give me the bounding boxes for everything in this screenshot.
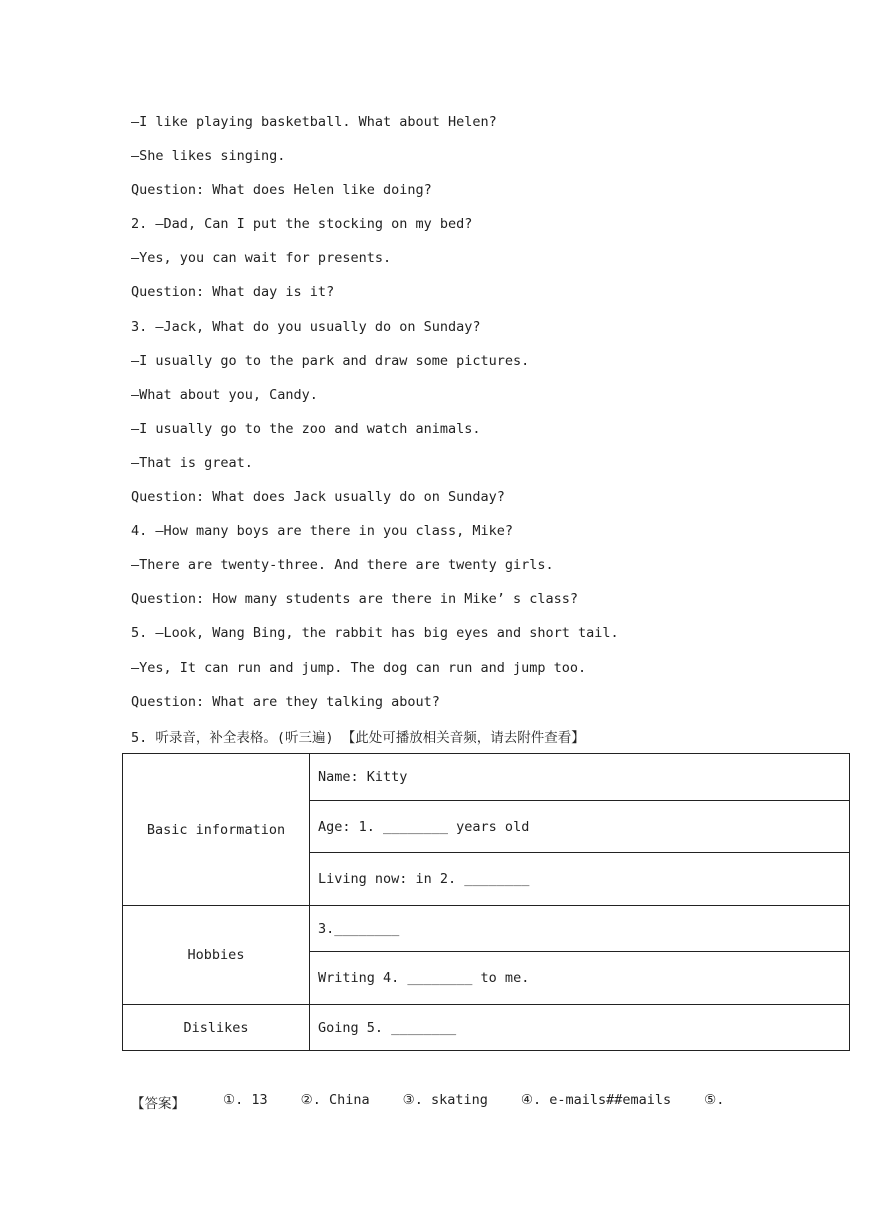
dialog-line: 5. —Look, Wang Bing, the rabbit has big eyes and short tail.	[131, 625, 619, 642]
section-heading: 5. 听录音，补全表格。(听三遍) 【此处可播放相关音频，请去附件查看】	[131, 730, 585, 746]
dialog-line: —She likes singing.	[131, 148, 286, 165]
dialog-line: Question: What does Helen like doing?	[131, 182, 432, 199]
dialog-line: Question: How many students are there in Mike’ s class?	[131, 591, 579, 608]
dialog-line: —What about you, Candy.	[131, 386, 318, 403]
age-cell: Age: 1. ________ years old	[310, 801, 850, 853]
dialog-line: —I usually go to the zoo and watch animals.	[131, 420, 481, 437]
answer-5: ⑤.	[704, 1092, 725, 1108]
hobby-3-cell: 3.________	[310, 906, 850, 952]
dialog-line: 4. —How many boys are there in you class, Mike?	[131, 523, 514, 540]
going-cell: Going 5. ________	[310, 1005, 850, 1051]
dialog-line: 2. —Dad, Can I put the stocking on my bed?	[131, 216, 473, 233]
dialog-line: —That is great.	[131, 454, 253, 471]
living-cell: Living now: in 2. ________	[310, 853, 850, 906]
answer-label: 【答案】	[131, 1096, 185, 1112]
answer-4: ④. e-mails##emails	[520, 1092, 672, 1108]
dislikes-label: Dislikes	[123, 1005, 310, 1051]
dialog-line: —I usually go to the park and draw some pictures.	[131, 352, 530, 369]
name-cell: Name: Kitty	[310, 754, 850, 801]
dialog-lines	[131, 112, 831, 726]
dialog-line: Question: What day is it?	[131, 284, 335, 301]
info-table	[122, 753, 850, 1051]
answer-2: ②. China	[300, 1092, 370, 1108]
answer-line	[131, 1092, 757, 1112]
answer-1: ①. 13	[223, 1092, 268, 1108]
hobbies-label: Hobbies	[123, 906, 310, 1005]
answer-3: ③. skating	[402, 1092, 488, 1108]
dialog-line: —Yes, It can run and jump. The dog can run and jump too.	[131, 659, 587, 676]
basic-info-label: Basic information	[123, 754, 310, 906]
dialog-line: 3. —Jack, What do you usually do on Sunday?	[131, 318, 481, 335]
writing-cell: Writing 4. ________ to me.	[310, 952, 850, 1005]
dialog-line: —I like playing basketball. What about Helen?	[131, 114, 497, 130]
dialog-line: Question: What are they talking about?	[131, 693, 440, 710]
dialog-line: —There are twenty-three. And there are twenty girls.	[131, 557, 554, 574]
dialog-line: —Yes, you can wait for presents.	[131, 250, 392, 267]
dialog-line: Question: What does Jack usually do on Sunday?	[131, 489, 505, 506]
